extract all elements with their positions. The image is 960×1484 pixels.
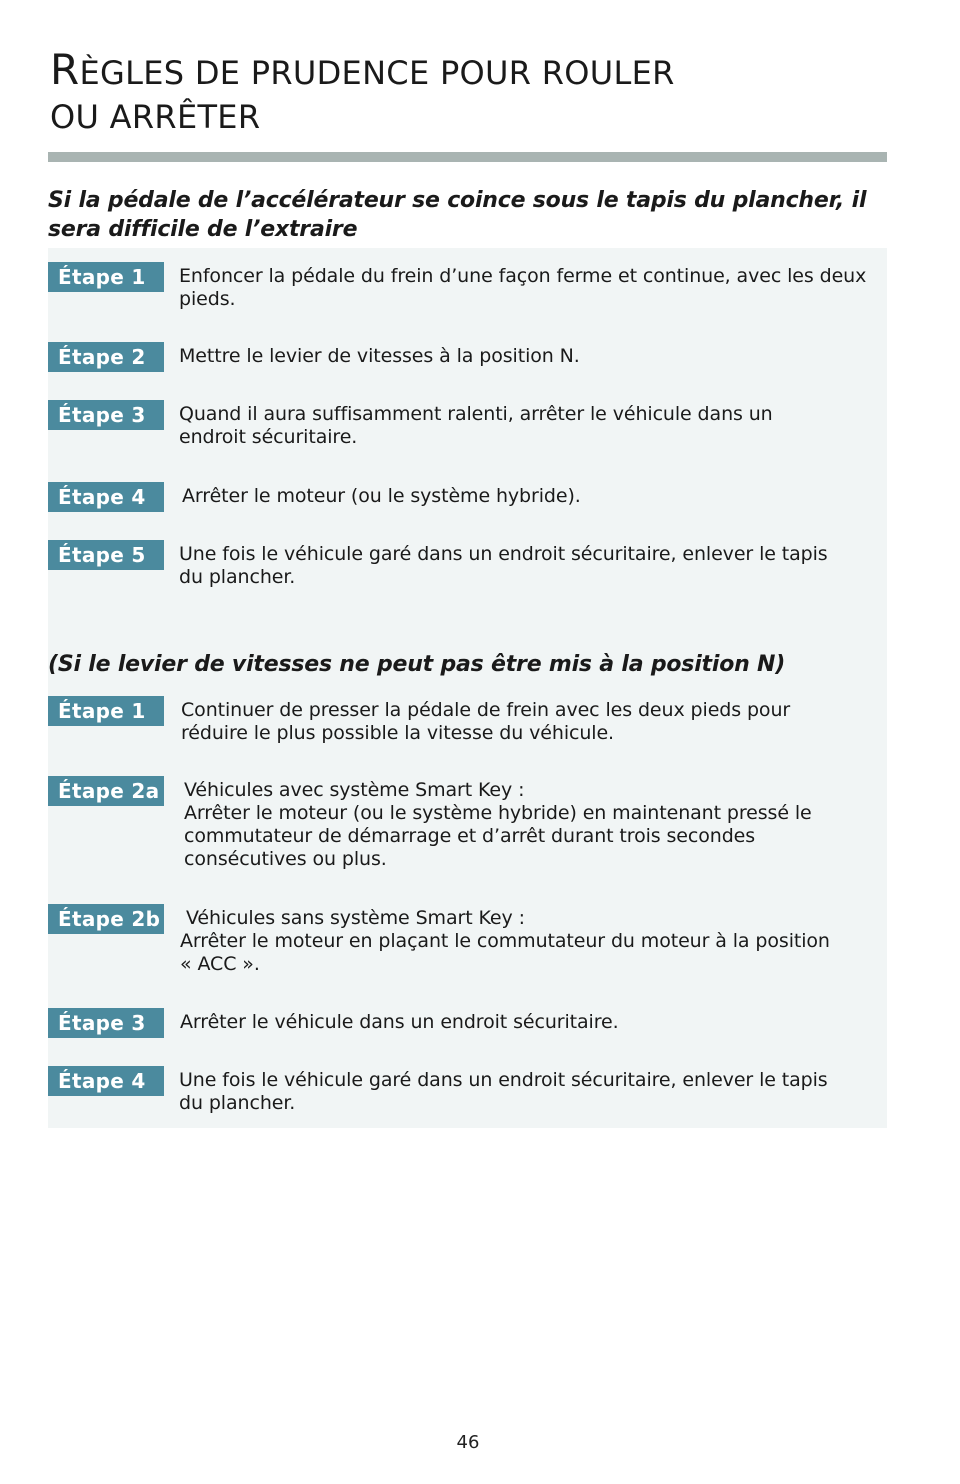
step-text: Arrêter le moteur (ou le système hybride). (182, 485, 581, 507)
page-title-line-1-rest: ÈGLES DE PRUDENCE POUR ROULER (79, 54, 675, 92)
page-number: 46 (456, 1432, 480, 1453)
step-text: Enfoncer la pédale du frein d’une façon ferme et continue, avec les deux pieds. (179, 265, 867, 310)
step-text: Mettre le levier de vitesses à la position N. (179, 345, 580, 367)
page-title-initial: R (50, 45, 80, 94)
step-badge: Étape 1 (48, 696, 164, 726)
step-text: Une fois le véhicule garé dans un endroit sécuritaire, enlever le tapis du plancher. (179, 543, 828, 588)
step-text: Véhicules sans système Smart Key : Arrêter le moteur en plaçant le commutateur du moteur à la position « ACC ». (180, 907, 830, 975)
section-2-heading: (Si le levier de vitesses ne peut pas être mis à la position N) (48, 652, 786, 677)
page-title-line-1 (50, 45, 675, 95)
step-badge: Étape 5 (48, 540, 164, 570)
step-badge: Étape 2 (48, 342, 164, 372)
step-text: Une fois le véhicule garé dans un endroit sécuritaire, enlever le tapis du plancher. (179, 1069, 828, 1114)
page-title (50, 45, 675, 139)
step-badge: Étape 1 (48, 262, 164, 292)
step-badge: Étape 4 (48, 1066, 164, 1096)
step-text: Arrêter le véhicule dans un endroit sécuritaire. (180, 1011, 619, 1033)
step-badge: Étape 2a (48, 776, 164, 806)
page-title-line-2: OU ARRÊTER (50, 98, 261, 136)
step-badge: Étape 3 (48, 400, 164, 430)
step-text: Véhicules avec système Smart Key : Arrêter le moteur (ou le système hybride) en maintenant pressé le commutateur de démarrage et d’arrêt durant trois secondes consécutives ou plus. (184, 779, 812, 870)
step-badge: Étape 4 (48, 482, 164, 512)
step-text: Continuer de presser la pédale de frein avec les deux pieds pour réduire le plus possible la vitesse du véhicule. (181, 699, 791, 744)
step-text: Quand il aura suffisamment ralenti, arrêter le véhicule dans un endroit sécuritaire. (179, 403, 773, 448)
title-divider (48, 152, 887, 162)
step-badge: Étape 3 (48, 1008, 164, 1038)
steps-panel (48, 248, 887, 1128)
step-badge: Étape 2b (48, 904, 164, 934)
section-1-heading: Si la pédale de l’accélérateur se coince sous le tapis du plancher, il sera difficile de l’extraire (48, 188, 867, 242)
